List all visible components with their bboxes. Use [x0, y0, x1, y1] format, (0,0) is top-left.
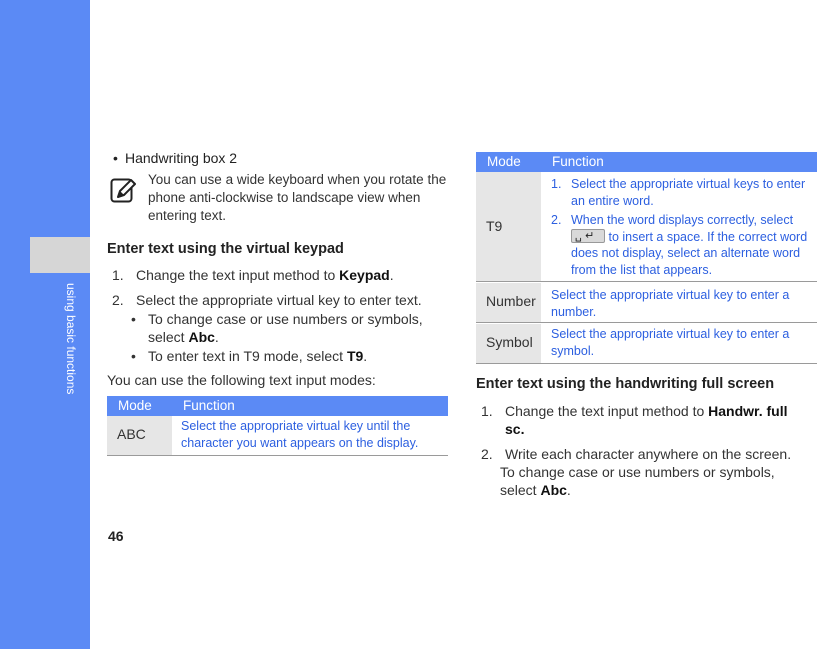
- mode-number: Number: [486, 293, 536, 309]
- table-row-symbol: [476, 324, 817, 364]
- space-key-icon: [571, 229, 605, 243]
- mode-cell: [476, 283, 541, 322]
- function-abc: Select the appropriate virtual key until the character you want appears on the display.: [181, 419, 419, 450]
- abc-option: Abc: [188, 329, 215, 345]
- function-t9: 1. Select the appropriate virtual keys to enter an entire word. 2. When the word displays correctly, select ␣ ↵ to insert a space. If the correct word does not display, select an alternate word from the list that appears.: [551, 172, 817, 281]
- sub-bullet-text: To change case or use numbers or symbols, select Abc.: [148, 311, 423, 345]
- mode-cell: [107, 416, 172, 455]
- mode-cell: [476, 324, 541, 363]
- col-mode: Mode: [118, 398, 152, 413]
- case-hint: To change case or use numbers or symbols, select Abc.: [500, 464, 775, 498]
- col-mode: Mode: [487, 154, 521, 169]
- page-number: 46: [108, 528, 124, 544]
- step-number: 2.: [481, 446, 493, 462]
- right-table-header: [476, 152, 817, 172]
- note-pencil-icon: [110, 178, 136, 204]
- step-text: Select the appropriate virtual key to enter text.: [136, 292, 422, 308]
- step-number: 1.: [481, 403, 493, 419]
- note-text: You can use a wide keyboard when you rotate the phone anti-clockwise to landscape view when entering text.: [148, 172, 447, 223]
- mode-symbol: Symbol: [486, 334, 533, 350]
- heading-virtual-keypad: Enter text using the virtual keypad: [107, 241, 344, 257]
- col-function: Function: [552, 154, 604, 169]
- section-label: [64, 283, 84, 403]
- step-number: 1.: [112, 267, 124, 283]
- bullet-dot: •: [113, 150, 118, 166]
- section-label-text: using basic functions: [64, 283, 78, 395]
- keypad-option: Keypad: [339, 267, 390, 283]
- mode-abc: ABC: [117, 426, 146, 442]
- col-function: Function: [183, 398, 235, 413]
- step-text: Change the text input method to Keypad.: [136, 267, 394, 283]
- heading-handwriting-full-screen: Enter text using the handwriting full screen: [476, 376, 775, 392]
- step-text: Change the text input method to Handwr. full sc.: [505, 403, 788, 437]
- side-tab: [30, 237, 90, 273]
- table-row-t9: [476, 172, 817, 282]
- abc-option: Abc: [540, 482, 567, 498]
- step-number: 2.: [112, 292, 124, 308]
- mode-cell: [476, 172, 541, 281]
- step-text: Write each character anywhere on the screen.: [505, 446, 792, 462]
- handwr-full-sc-option: Handwr. full sc.: [505, 403, 788, 437]
- left-table-header: [107, 396, 448, 416]
- mode-t9: T9: [486, 218, 503, 234]
- table-row-number: [476, 283, 817, 323]
- bullet-text: Handwriting box 2: [125, 150, 238, 166]
- modes-intro: You can use the following text input modes:: [107, 372, 376, 388]
- table-row-abc: [107, 416, 448, 456]
- function-number: Select the appropriate virtual key to enter a number.: [551, 288, 790, 319]
- t9-option: T9: [346, 348, 364, 364]
- sub-bullet-text: To enter text in T9 mode, select T9.: [148, 348, 368, 364]
- function-symbol: Select the appropriate virtual key to enter a symbol.: [551, 327, 790, 358]
